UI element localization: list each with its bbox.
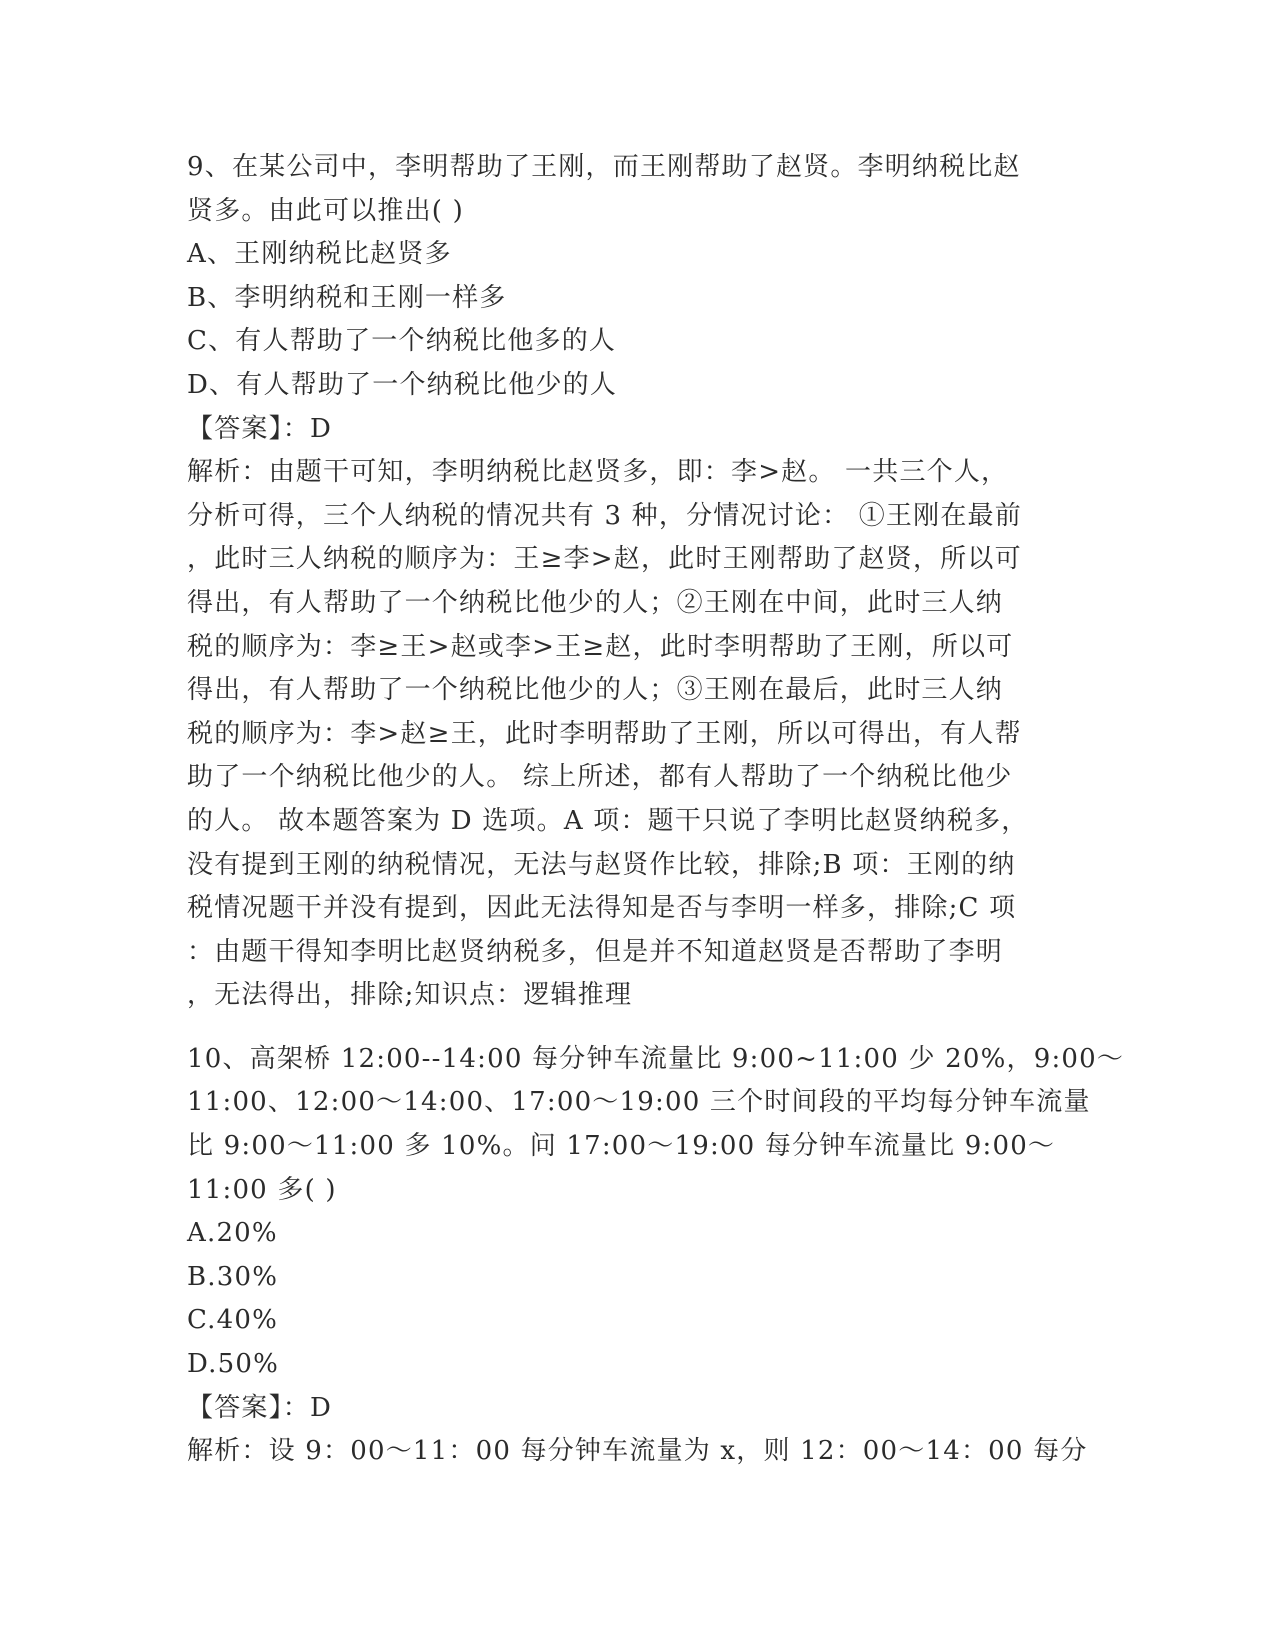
question-10-analysis-line-1: 解析：设 9：00～11：00 每分钟车流量为 x，则 12：00～14：00 每分: [187, 1436, 1088, 1467]
question-9-option-b: B、李明纳税和王刚一样多: [187, 282, 507, 313]
question-9-analysis-line-3: ，此时三人纳税的顺序为：王≥李>赵，此时王刚帮助了赵贤，所以可: [187, 544, 1022, 575]
question-9-analysis-line-10: 没有提到王刚的纳税情况，无法与赵贤作比较，排除;B 项：王刚的纳: [187, 849, 1016, 880]
document-page: [187, 146, 1125, 1474]
question-separator: [187, 1018, 1092, 1038]
question-10-option-c: C.40%: [187, 1305, 279, 1336]
question-9-analysis-line-7: 税的顺序为：李>赵≥王，此时李明帮助了王刚，所以可得出，有人帮: [187, 718, 1022, 749]
question-10-stem-line-4: 11:00 多( ): [187, 1174, 337, 1205]
question-9: [187, 146, 1092, 1018]
question-9-analysis-line-13: ，无法得出，排除;知识点：逻辑推理: [187, 980, 633, 1011]
question-9-analysis-line-6: 得出，有人帮助了一个纳税比他少的人；③王刚在最后，此时三人纳: [187, 675, 1004, 706]
question-9-option-a: A、王刚纳税比赵贤多: [187, 239, 452, 270]
question-10-stem-line-3: 比 9:00～11:00 多 10%。问 17:00～19:00 每分钟车流量比 9:00～: [187, 1131, 1056, 1162]
question-10-option-a: A.20%: [187, 1218, 278, 1249]
question-9-analysis-line-1: 解析：由题干可知，李明纳税比赵贤多，即：李>赵。 一共三个人，: [187, 457, 1009, 488]
question-9-analysis-line-2: 分析可得，三个人纳税的情况共有 3 种，分情况讨论： ①王刚在最前: [187, 500, 1022, 531]
question-10-stem-line-2: 11:00、12:00～14:00、17:00～19:00 三个时间段的平均每分钟车流量: [187, 1087, 1091, 1118]
question-9-option-d: D、有人帮助了一个纳税比他少的人: [187, 369, 618, 400]
question-9-option-c: C、有人帮助了一个纳税比他多的人: [187, 326, 617, 357]
question-9-answer: 【答案】：D: [187, 413, 333, 444]
question-10: [187, 1038, 1125, 1474]
question-9-analysis-line-4: 得出，有人帮助了一个纳税比他少的人；②王刚在中间，此时三人纳: [187, 587, 1004, 618]
question-9-analysis-line-12: ：由题干得知李明比赵贤纳税多，但是并不知道赵贤是否帮助了李明: [187, 936, 1004, 967]
question-9-stem-line-1: 9、在某公司中，李明帮助了王刚，而王刚帮助了赵贤。李明纳税比赵: [187, 152, 1021, 182]
question-9-analysis-line-9: 的人。 故本题答案为 D 选项。A 项：题干只说了李明比赵贤纳税多，: [187, 805, 1029, 836]
question-9-analysis-line-8: 助了一个纳税比他少的人。 综上所述，都有人帮助了一个纳税比他少: [187, 762, 1013, 793]
question-9-analysis-line-11: 税情况题干并没有提到，因此无法得知是否与李明一样多，排除;C 项: [187, 893, 1017, 924]
question-10-option-b: B.30%: [187, 1261, 279, 1292]
question-9-analysis-line-5: 税的顺序为：李≥王>赵或李>王≥赵，此时李明帮助了王刚，所以可: [187, 631, 1014, 662]
question-10-answer: 【答案】：D: [187, 1392, 333, 1423]
question-10-stem-line-1: 10、高架桥 12:00--14:00 每分钟车流量比 9:00~11:00 少 20%，9:00～: [187, 1043, 1125, 1074]
question-10-option-d: D.50%: [187, 1349, 279, 1380]
question-9-stem-line-2: 贤多。由此可以推出( ): [187, 195, 464, 226]
